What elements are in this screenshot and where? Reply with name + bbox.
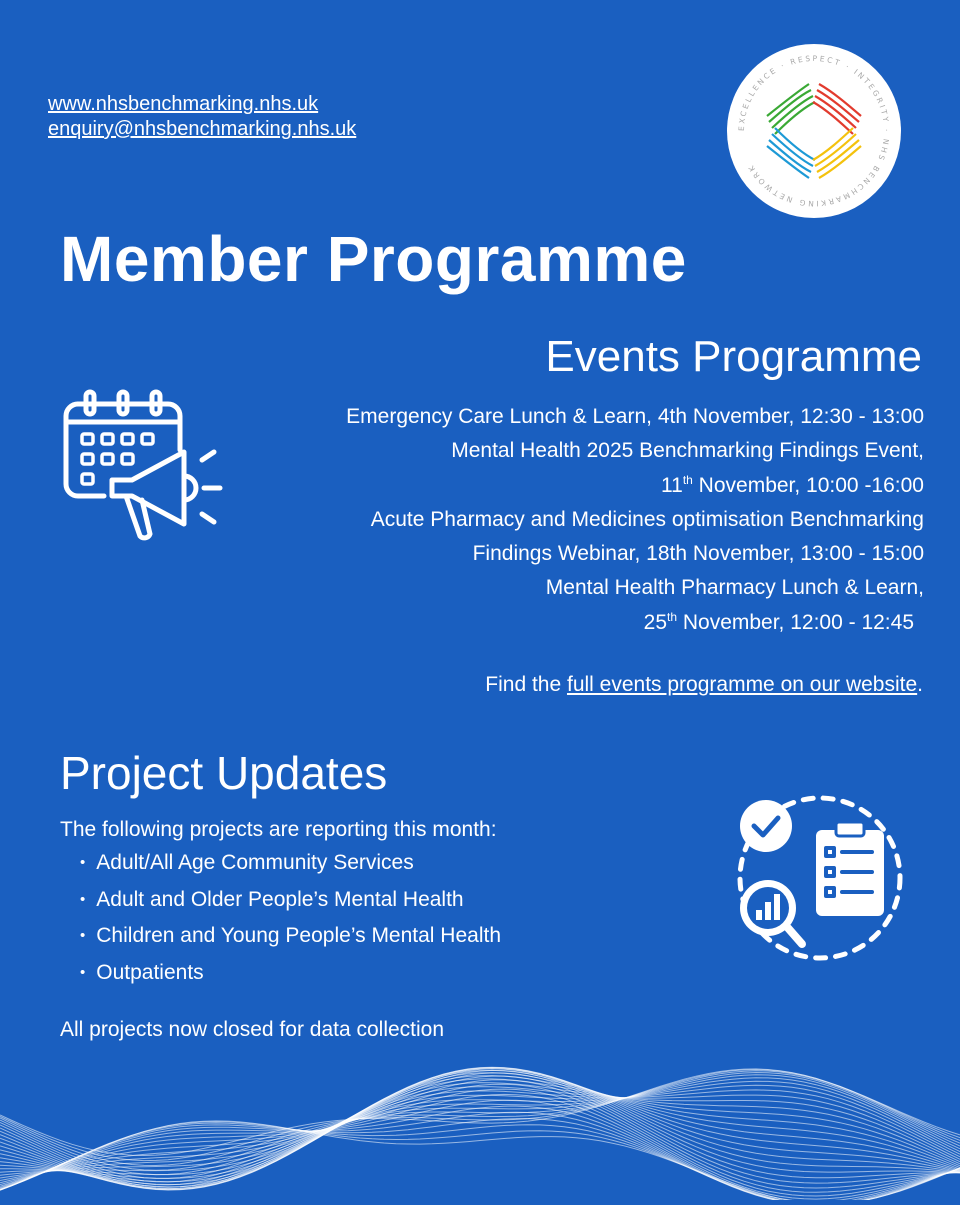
logo-mark [767, 84, 861, 178]
website-link[interactable]: www.nhsbenchmarking.nhs.uk [48, 93, 319, 115]
email-link[interactable]: enquiry@nhsbenchmarking.nhs.uk [48, 118, 357, 140]
nhs-benchmarking-logo [727, 44, 901, 218]
event-line: Acute Pharmacy and Medicines optimisation Benchmarking [370, 507, 924, 531]
contact-block [48, 92, 356, 142]
full-events-programme-link[interactable]: full events programme on our website [566, 673, 918, 696]
decorative-waves [0, 1040, 960, 1200]
project-list [80, 846, 501, 992]
event-line: 25th November, 12:00 - 12:45 [643, 609, 914, 634]
list-item: • Outpatients [80, 956, 501, 993]
project-updates-intro: The following projects are reporting this month: [60, 818, 497, 841]
svg-text:EXCELLENCE · RESPECT · INTEGRI [737, 54, 891, 208]
calendar-megaphone-icon [56, 384, 232, 560]
events-heading: Events Programme [545, 332, 922, 381]
wave-line [0, 1073, 960, 1181]
event-line: Findings Webinar, 18th November, 13:00 - 15:00 [472, 542, 924, 566]
events-list [346, 400, 924, 640]
event-line: 11th November, 10:00 -16:00 [661, 472, 924, 497]
wave-line [0, 1089, 960, 1196]
wave-line [0, 1078, 960, 1179]
list-item: • Adult and Older People’s Mental Health [80, 883, 501, 920]
event-line: Emergency Care Lunch & Learn, 4th November, 12:30 - 13:00 [346, 405, 924, 428]
project-updates-heading: Project Updates [60, 747, 388, 799]
page-title: Member Programme [60, 223, 687, 295]
event-line: Mental Health 2025 Benchmarking Findings Event, [451, 439, 924, 463]
list-item: • Adult/All Age Community Services [80, 846, 501, 883]
event-line: Mental Health Pharmacy Lunch & Learn, [545, 576, 924, 600]
logo-ring-text: EXCELLENCE · RESPECT · INTEGRITY · NHS BENCHMARKING NETWORK [736, 53, 892, 209]
find-events-line: Find the full events programme on our website. [485, 673, 923, 696]
list-item: • Children and Young People’s Mental Health [80, 919, 501, 956]
projects-closed-note: All projects now closed for data collection [60, 1018, 445, 1041]
checklist-analytics-icon [720, 790, 906, 976]
